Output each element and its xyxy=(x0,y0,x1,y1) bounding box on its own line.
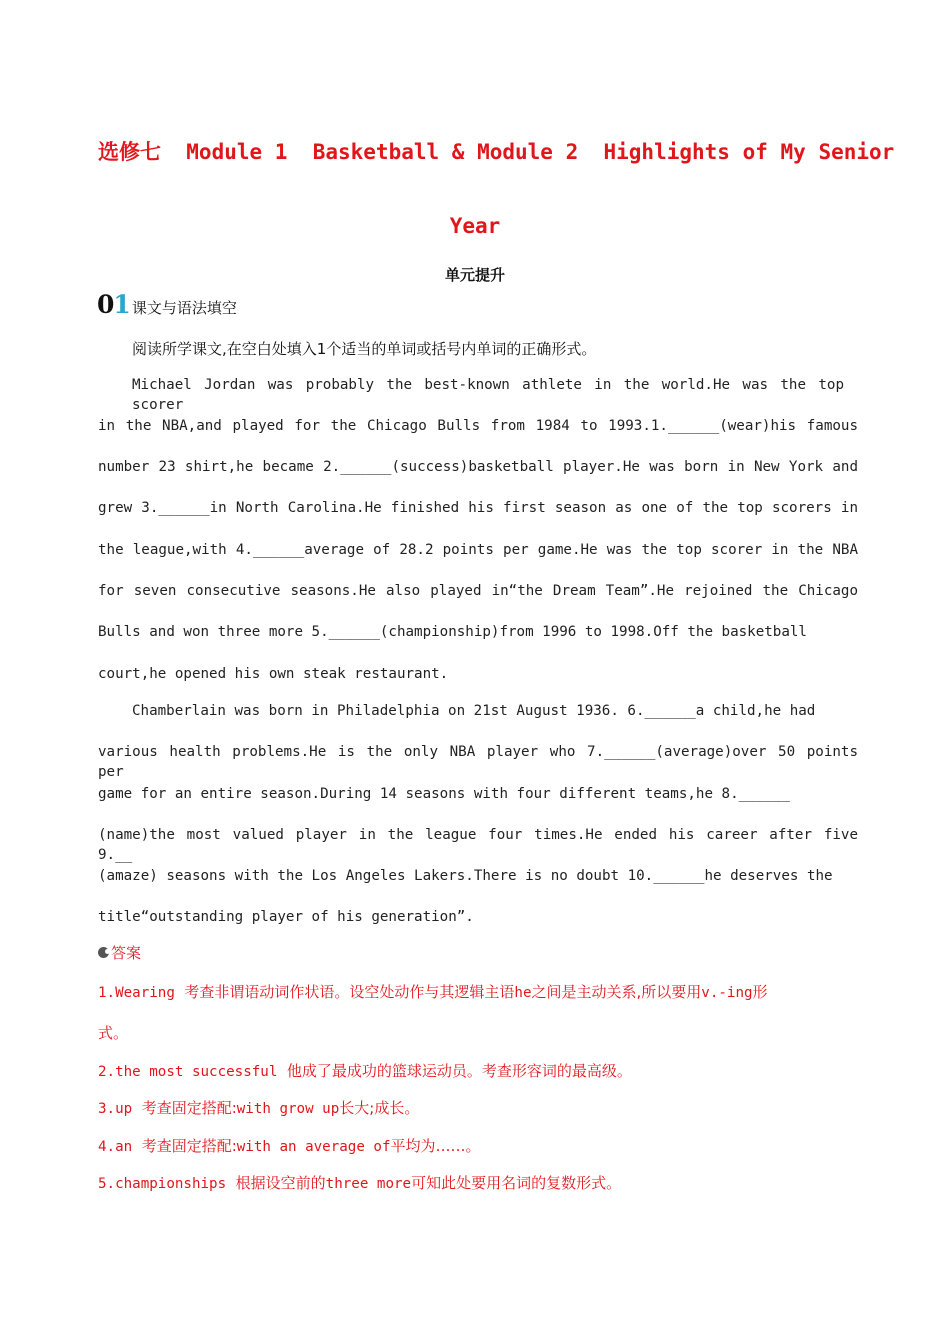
unit-subtitle: 单元提升 xyxy=(444,266,505,284)
passage-line: (name)the most valued player in the league four times.He ended his career after five 9.__ xyxy=(98,827,858,863)
passage-line: the league,with 4.______average of 28.2 points per game.He was the top scorer in the NBA xyxy=(98,542,858,558)
passage-line: Chamberlain was born in Philadelphia on 21st August 1936. 6.______a child,he had xyxy=(132,703,816,719)
passage-line: game for an entire season.During 14 seasons with four different teams,he 8.______ xyxy=(98,786,790,802)
passage-line: Michael Jordan was probably the best-known athlete in the world.He was the top scorer xyxy=(132,377,844,413)
answer-label: 答案 xyxy=(111,944,142,962)
passage-line: grew 3.______in North Carolina.He finished his first season as one of the top scorers in xyxy=(98,500,858,516)
section-heading xyxy=(97,290,237,319)
answer-item: 5.championships 根据设空前的three more可知此处要用名词的复数形式。 xyxy=(98,1174,622,1192)
passage-line: court,he opened his own steak restaurant. xyxy=(98,666,449,682)
passage-line: for seven consecutive seasons.He also played in“the Dream Team”.He rejoined the Chicago xyxy=(98,583,858,599)
title-english: Module 1 Basketball & Module 2 Highlights of My Senior xyxy=(161,140,895,164)
passage-line: (amaze) seasons with the Los Angeles Lakers.There is no doubt 10.______he deserves the xyxy=(98,868,833,884)
answer-item: 2.the most successful 他成了最成功的篮球运动员。考查形容词的最高级。 xyxy=(98,1062,632,1080)
instruction-text: 阅读所学课文,在空白处填入1个适当的单词或括号内单词的正确形式。 xyxy=(132,340,597,358)
answer-item: 3.up 考查固定搭配:with grow up长大;成长。 xyxy=(98,1099,420,1117)
section-number: 01 xyxy=(97,290,130,319)
answer-item-continuation: 式。 xyxy=(98,1024,129,1042)
answer-item: 4.an 考查固定搭配:with an average of平均为……。 xyxy=(98,1137,481,1155)
passage-line: in the NBA,and played for the Chicago Bulls from 1984 to 1993.1.______(wear)his famous xyxy=(98,418,858,434)
passage-line: Bulls and won three more 5.______(championship)from 1996 to 1998.Off the basketball xyxy=(98,624,807,640)
answer-item: 1.Wearing 考查非谓语动词作状语。设空处动作与其逻辑主语he之间是主动关系,所以要用v.-ing形 xyxy=(98,983,768,1001)
passage-line: number 23 shirt,he became 2.______(success)basketball player.He was born in New York and xyxy=(98,459,858,475)
passage-line: various health problems.He is the only NBA player who 7.______(average)over 50 points per xyxy=(98,744,858,780)
answer-icon xyxy=(98,947,109,958)
page-title-line-1 xyxy=(98,138,895,166)
section-label: 课文与语法填空 xyxy=(131,299,237,317)
answer-heading xyxy=(98,942,141,963)
passage-line: title“outstanding player of his generation”. xyxy=(98,909,474,925)
page-title-line-2: Year xyxy=(449,214,501,238)
title-chinese: 选修七 xyxy=(98,140,161,164)
